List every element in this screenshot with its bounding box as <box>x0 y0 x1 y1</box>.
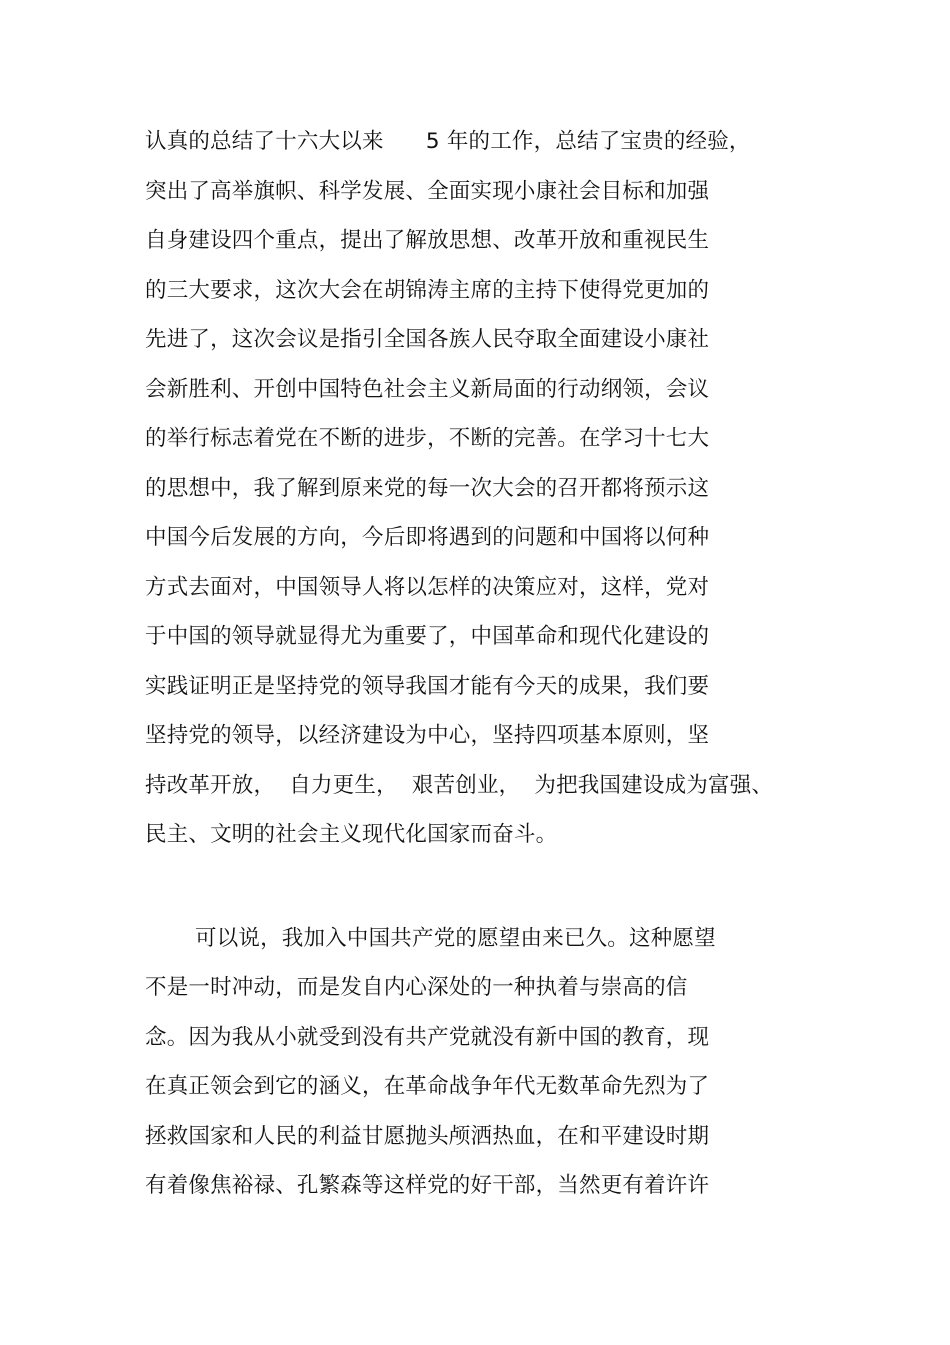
text-line: 持改革开放， 自力更生， 艰苦创业， 为把我国建设成为富强、 <box>145 773 774 798</box>
text-line: 突出了高举旗帜、科学发展、全面实现小康社会目标和加强 <box>145 179 710 204</box>
text-line: 坚持党的领导，以经济建设为中心，坚持四项基本原则，坚 <box>145 723 710 748</box>
text-line: 拯救国家和人民的利益甘愿抛头颅洒热血，在和平建设时期 <box>145 1124 710 1149</box>
text-line: 有着像焦裕禄、孔繁森等这样党的好干部，当然更有着许许 <box>145 1173 710 1198</box>
text-line: 认真的总结了十六大以来 5 年的工作，总结了宝贵的经验， <box>145 129 751 154</box>
text-line: 自身建设四个重点，提出了解放思想、改革开放和重视民生 <box>145 228 710 253</box>
text-line: 的三大要求，这次大会在胡锦涛主席的主持下使得党更加的 <box>145 278 710 303</box>
text-line: 在真正领会到它的涵义，在革命战争年代无数革命先烈为了 <box>145 1074 710 1099</box>
text-line: 中国今后发展的方向，今后即将遇到的问题和中国将以何种 <box>145 525 710 550</box>
text-line: 实践证明正是坚持党的领导我国才能有今天的成果，我们要 <box>145 674 710 699</box>
text-line: 不是一时冲动，而是发自内心深处的一种执着与崇高的信 <box>145 975 688 1000</box>
text-line: 会新胜利、开创中国特色社会主义新局面的行动纲领，会议 <box>145 377 710 402</box>
text-line: 念。因为我从小就受到没有共产党就没有新中国的教育，现 <box>145 1025 710 1050</box>
text-line: 的思想中，我了解到原来党的每一次大会的召开都将预示这 <box>145 476 710 501</box>
text-line: 的举行标志着党在不断的进步，不断的完善。在学习十七大 <box>145 426 710 451</box>
text-line: 民主、文明的社会主义现代化国家而奋斗。 <box>145 822 558 847</box>
text-line: 可以说，我加入中国共产党的愿望由来已久。这种愿望 <box>195 926 716 951</box>
text-line: 先进了，这次会议是指引全国各族人民夺取全面建设小康社 <box>145 327 710 352</box>
text-line: 方式去面对，中国领导人将以怎样的决策应对，这样，党对 <box>145 575 710 600</box>
text-line: 于中国的领导就显得尤为重要了，中国革命和现代化建设的 <box>145 624 710 649</box>
